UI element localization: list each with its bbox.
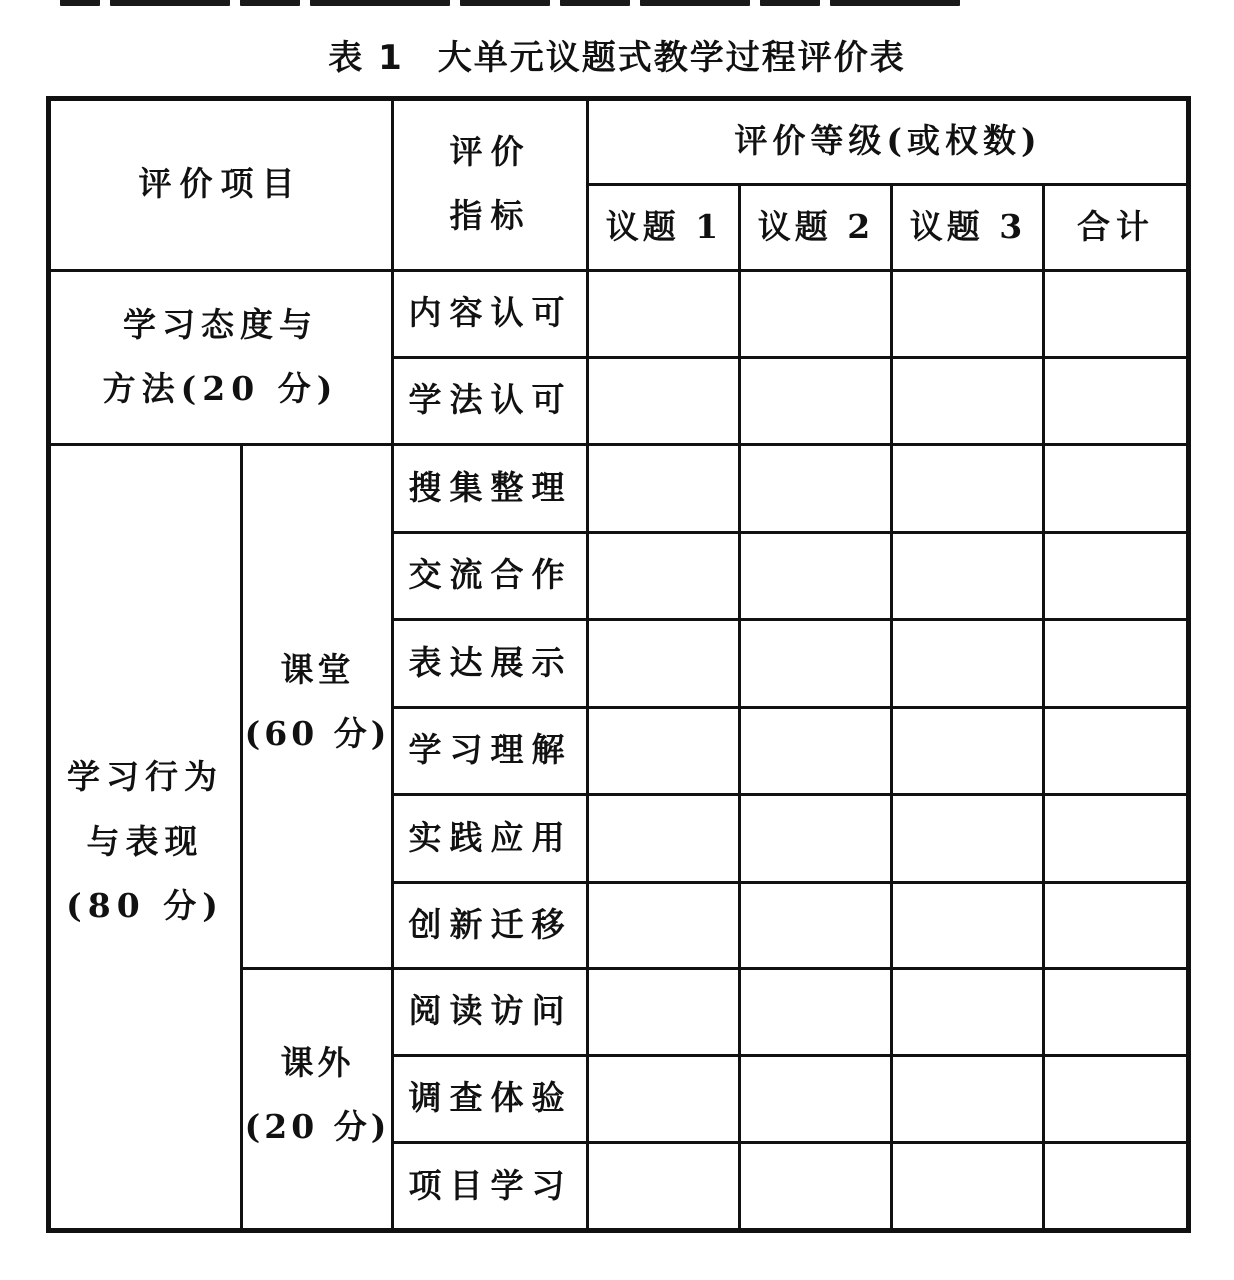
indicator-cell <box>393 1142 588 1230</box>
divider <box>393 793 1188 796</box>
section-behavior-performance <box>48 444 242 1230</box>
indicator-cell <box>393 444 588 532</box>
header-total <box>1044 184 1188 270</box>
subsection-extracurricular <box>242 968 393 1230</box>
indicator-label: 创新迁移 <box>408 904 573 944</box>
indicator-cell <box>393 882 588 968</box>
header-grade-group-label: 评价等级(或权数) <box>734 120 1042 160</box>
indicator-cell <box>393 357 588 444</box>
indicator-label: 实践应用 <box>408 817 573 857</box>
divider <box>588 183 1188 186</box>
section-behavior-line1: 学习行为 <box>67 757 223 797</box>
border-left <box>46 96 51 1233</box>
indicator-cell <box>393 270 588 357</box>
indicator-label: 学习理解 <box>408 730 573 770</box>
divider <box>48 443 1188 446</box>
table-number: 表 1 <box>328 38 404 78</box>
indicator-label: 表达展示 <box>408 642 573 682</box>
divider <box>48 269 1188 272</box>
divider <box>393 1054 1188 1057</box>
header-evaluation-indicator <box>393 98 588 270</box>
indicator-label: 内容认可 <box>408 293 573 333</box>
divider <box>393 1141 1188 1144</box>
border-top <box>46 96 1190 101</box>
border-bottom <box>46 1228 1190 1233</box>
header-topic-3-label: 议题 3 <box>909 206 1027 246</box>
divider <box>391 98 394 1230</box>
header-total-label: 合计 <box>1077 206 1155 246</box>
header-evaluation-item <box>48 98 393 270</box>
header-topic-2 <box>740 184 892 270</box>
divider <box>393 356 1188 359</box>
header-item-label: 评价项目 <box>138 163 303 203</box>
subsection-classroom-line2: (60 分) <box>244 714 391 753</box>
indicator-cell <box>393 968 588 1055</box>
indicator-cell <box>393 794 588 882</box>
indicator-cell <box>393 619 588 707</box>
section-behavior-line3: (80 分) <box>66 886 224 926</box>
indicator-label: 交流合作 <box>408 555 573 595</box>
border-right <box>1186 96 1191 1233</box>
header-topic-2-label: 议题 2 <box>757 206 875 246</box>
divider <box>393 706 1188 709</box>
indicator-label: 学法认可 <box>408 380 573 420</box>
divider <box>240 444 243 1230</box>
indicator-label: 搜集整理 <box>408 467 573 507</box>
subsection-classroom-line1: 课堂 <box>280 649 355 689</box>
section-attitude-line1: 学习态度与 <box>123 304 318 344</box>
section-attitude-method <box>48 270 393 444</box>
header-grade-group <box>588 98 1188 184</box>
indicator-cell <box>393 1055 588 1142</box>
divider <box>586 98 589 1230</box>
section-attitude-line2: 方法(20 分) <box>102 369 339 408</box>
indicator-label: 项目学习 <box>408 1165 573 1205</box>
divider <box>242 967 1188 970</box>
indicator-label: 调查体验 <box>408 1078 573 1118</box>
section-behavior-line2: 与表现 <box>86 821 204 861</box>
divider <box>393 531 1188 534</box>
header-topic-3 <box>892 184 1044 270</box>
divider <box>393 618 1188 621</box>
header-topic-1-label: 议题 1 <box>605 206 723 246</box>
header-indicator-line2: 指标 <box>449 196 532 235</box>
divider <box>393 881 1188 884</box>
subsection-classroom <box>242 444 393 968</box>
indicator-cell <box>393 707 588 794</box>
table-title: 大单元议题式教学过程评价表 <box>437 38 906 78</box>
subsection-extracurricular-line1: 课外 <box>280 1042 355 1082</box>
subsection-extracurricular-line2: (20 分) <box>244 1107 391 1146</box>
header-indicator-line1: 评价 <box>449 131 532 171</box>
indicator-label: 阅读访问 <box>408 991 573 1031</box>
indicator-cell <box>393 532 588 619</box>
header-topic-1 <box>588 184 740 270</box>
